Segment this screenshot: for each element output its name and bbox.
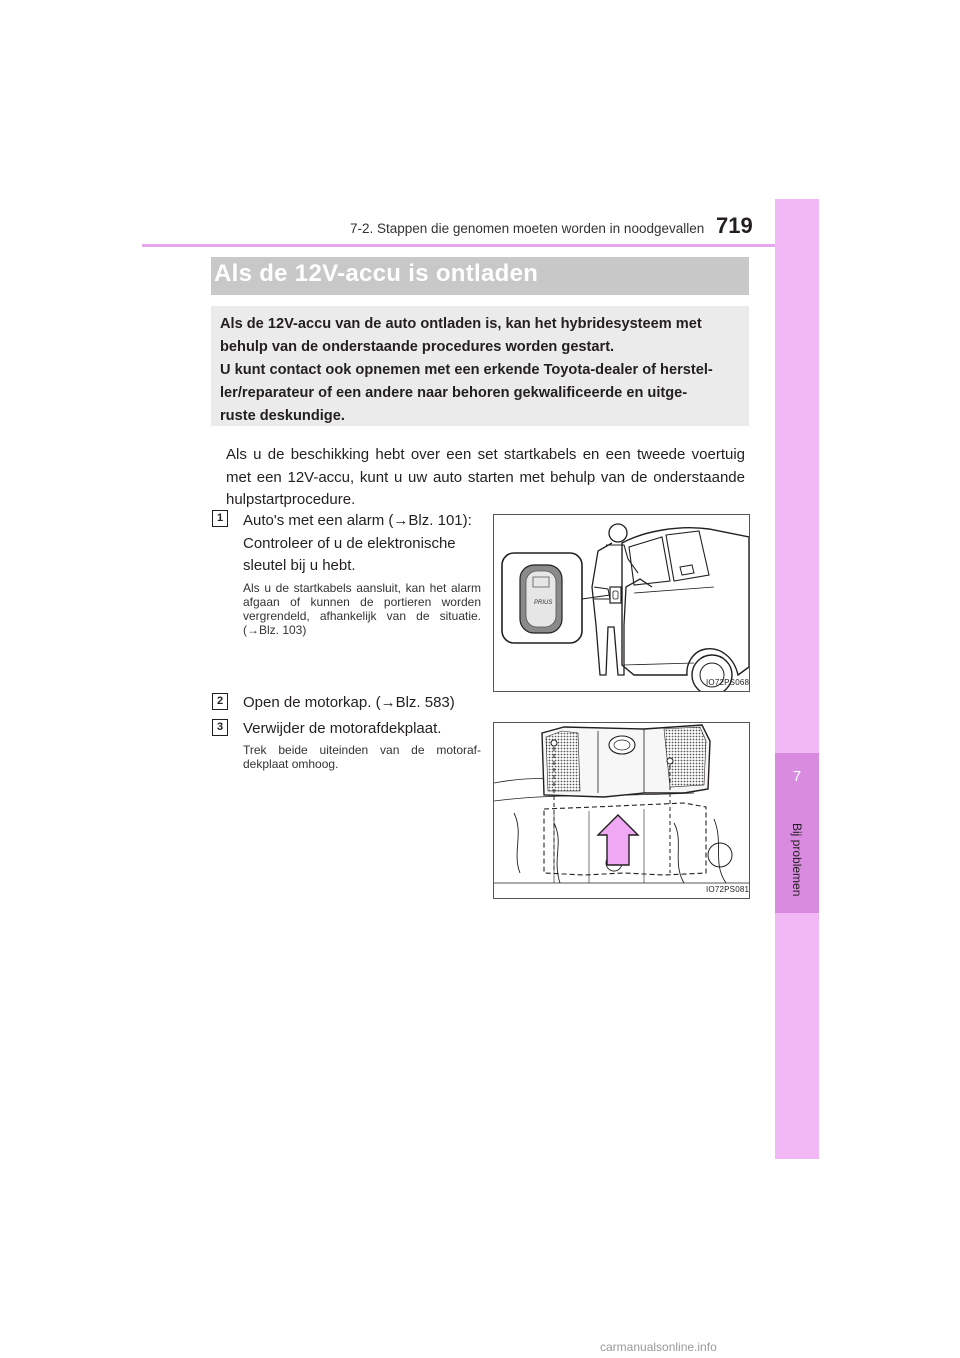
chapter-number: 7	[792, 768, 802, 785]
figure-engine-cover	[493, 722, 750, 899]
intro-line: U kunt contact ook opnemen met een erkende Toyota-dealer of herstel-	[220, 362, 713, 378]
body-paragraph: Als u de beschikking hebt over een set startkabels en een tweede voertuig met een 12V-accu, kunt u uw auto starten met behulp van de onderstaande hulpstartprocedure.	[226, 446, 745, 508]
page-number: 719	[716, 213, 753, 238]
watermark: carmanualsonline.info	[600, 1340, 717, 1354]
page-title: Als de 12V-accu is ontladen	[214, 260, 539, 287]
step-text	[243, 510, 483, 578]
step-note: Trek beide uiteinden van de motoraf-dekplaat omhoog.	[243, 743, 481, 771]
intro-line: behulp van de onderstaande procedures worden gestart.	[220, 339, 615, 355]
step-number: 1	[212, 510, 228, 527]
step-text: Verwijder de motorafdekplaat.	[243, 720, 442, 737]
intro-line: ruste deskundige.	[220, 408, 345, 424]
step-line: Auto's met een alarm (→Blz. 101):	[243, 512, 472, 529]
figure-key-check	[493, 514, 750, 692]
step-number: 2	[212, 693, 228, 710]
step-text: Open de motorkap. (→Blz. 583)	[243, 694, 455, 711]
intro-text	[220, 313, 741, 428]
step-note: Als u de startkabels aansluit, kan het alarm afgaan of kunnen de portieren worden vergrendeld, afhankelijk van de situatie. (→Blz. 103)	[243, 581, 481, 637]
header-rule	[142, 244, 818, 247]
step-line: Controleer of u de elektronische	[243, 534, 456, 552]
chapter-label: Bij problemen	[790, 823, 804, 897]
section-header: 7-2. Stappen die genomen moeten worden in noodgevallen	[350, 221, 705, 236]
person-at-car-illustration	[494, 515, 749, 691]
engine-cover-illustration	[494, 723, 749, 898]
step-line: sleutel bij u hebt.	[243, 557, 356, 574]
svg-text:PRIUS: PRIUS	[534, 600, 553, 606]
figure-code: IO72PS081	[706, 885, 750, 894]
intro-line: ler/reparateur of een andere naar behoren gekwalificeerde en uitge-	[220, 385, 688, 401]
intro-line: Als de 12V-accu van de auto ontladen is, kan het hybridesysteem met	[220, 316, 702, 332]
chapter-side-tab	[775, 199, 819, 1159]
figure-code: IO72PS068	[706, 678, 750, 687]
step-number: 3	[212, 719, 228, 736]
